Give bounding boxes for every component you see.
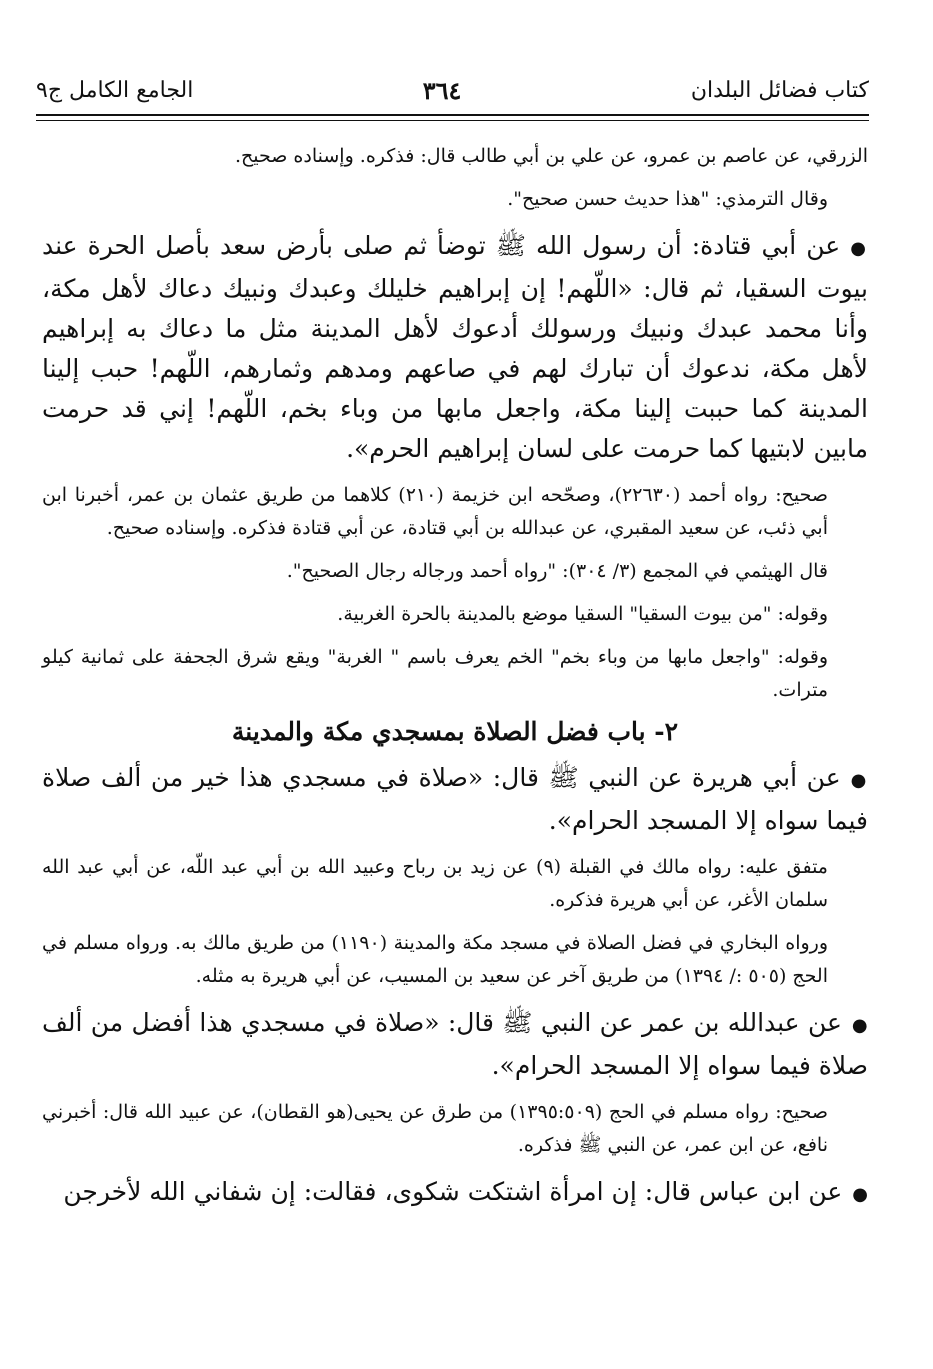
footnote-text: الزرقي، عن عاصم بن عمرو، عن علي بن أبي طالب قال: فذكره. وإسناده صحيح. <box>234 145 868 167</box>
chapter-title: كتاب فضائل البلدان <box>690 77 869 103</box>
hadith-paragraph <box>42 226 868 469</box>
hadith-text: عن عبدالله بن عمر عن النبي ﷺ قال: «صلاة في مسجدي هذا أفضل من ألف صلاة فيما سواه إلا المسجد الحرام». <box>42 1008 868 1080</box>
footnote-text: وقوله: "واجعل مابها من وباء بخم" الخم يعرف باسم " الغربة" ويقع شرق الجحفة على ثمانية كيلو مترات. <box>42 646 828 701</box>
bullet-icon: ● <box>850 770 868 791</box>
hadith-paragraph <box>42 1172 868 1215</box>
section-heading: ٢- باب فضل الصلاة بمسجدي مكة والمدينة <box>231 717 679 746</box>
bullet-icon: ● <box>851 1015 868 1036</box>
footnote-text: وقال الترمذي: "هذا حديث حسن صحيح". <box>507 188 828 210</box>
header-rule-thick <box>36 114 869 116</box>
page-content <box>42 140 868 1225</box>
hadith-text: عن أبي هريرة عن النبي ﷺ قال: «صلاة في مسجدي هذا خير من ألف صلاة فيما سواه إلا المسجد الحرام». <box>42 763 868 835</box>
footnote-text: متفق عليه: رواه مالك في القبلة (٩) عن زيد بن رباح وعبيد الله بن أبي عبد اللّه، عن أبي عبد الله سلمان الأغر، عن أبي هريرة فذكره. <box>42 856 828 911</box>
footnote-text: صحيح: رواه أحمد (٢٢٦٣٠)، وصحّحه ابن خزيمة (٢١٠) كلاهما من طريق عثمان بن عمر، أخبرنا ابن أبي ذئب، عن سعيد المقبري، عن عبدالله بن أبي قتادة، عن أبي قتادة فذكره. وإسناده صحيح. <box>42 484 829 539</box>
footnote-text: قال الهيثمي في المجمع (٣/ ٣٠٤): "رواه أحمد ورجاله رجال الصحيح". <box>286 560 828 582</box>
page-number: ٣٦٤ <box>422 75 462 105</box>
book-title: الجامع الكامل ج٩ <box>36 77 194 103</box>
hadith-paragraph <box>42 1003 868 1086</box>
hadith-text: عن أبي قتادة: أن رسول الله ﷺ توضأ ثم صلى بأرض سعد بأصل الحرة عند بيوت السقيا، ثم قال: «اللّهم! إن إبراهيم خليلك وعبدك ونبيك دعاك لأهل مكة، وأنا محمد عبدك ونبيك ورسولك أدعوك لأهل المدينة مثل ما دعاك به إبراهيم لأهل مكة، ندعوك أن تبارك لهم في صاعهم ومدهم وثمارهم، اللّهم! حبب إلينا المدينة كما حببت إلينا مكة، واجعل مابها من وباء بخم، اللّهم! إني قد حرمت مابين لابتيها كما حرمت على لسان إبراهيم الحرم». <box>42 231 868 463</box>
footnote-text: ورواه البخاري في فضل الصلاة في مسجد مكة والمدينة (١١٩٠) من طريق مالك به. ورواه مسلم في الحج (٥٠٥ :/ ١٣٩٤) من طريق آخر عن سعيد بن المسيب، عن أبي هريرة به مثله. <box>42 932 828 987</box>
page-header <box>36 70 869 110</box>
header-rule-thin <box>36 120 869 121</box>
footnote-text: صحيح: رواه مسلم في الحج (١٣٩٥:٥٠٩) من طرق عن يحيى(هو القطان)، عن عبيد الله قال: أخبرني نافع، عن ابن عمر، عن النبي ﷺ فذكره. <box>42 1101 828 1156</box>
bullet-icon: ● <box>852 1184 868 1205</box>
footnote-text: وقوله: "من بيوت السقيا" السقيا موضع بالمدينة بالحرة الغربية. <box>337 603 828 625</box>
hadith-paragraph <box>42 758 868 841</box>
bullet-icon: ● <box>850 238 868 259</box>
hadith-text: عن ابن عباس قال: إن امرأة اشتكت شكوى، فقالت: إن شفاني الله لأخرجن <box>63 1177 843 1206</box>
